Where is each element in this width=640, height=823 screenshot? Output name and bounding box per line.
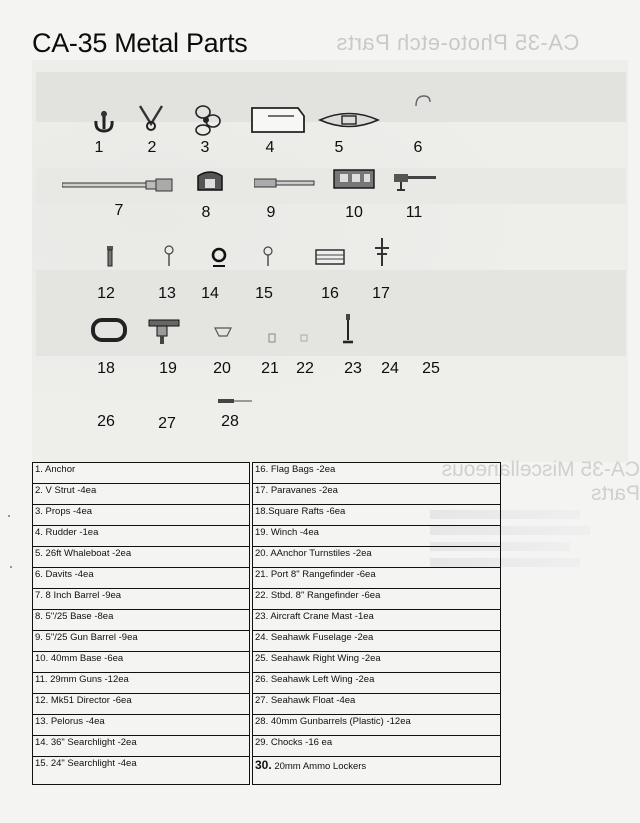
part-number-2: 2	[147, 139, 157, 156]
part-number-8: 8	[201, 204, 211, 221]
gun-icon	[392, 168, 438, 192]
parts-list-row: 11. 29mm Guns -12ea	[33, 672, 249, 693]
parts-list-row: 4. Rudder -1ea	[33, 525, 249, 546]
part-number-9: 9	[266, 204, 276, 221]
part-number-24: 24	[381, 360, 399, 377]
part-number-10: 10	[345, 204, 363, 221]
page-title: CA-35 Metal Parts	[32, 28, 248, 58]
anchor-icon	[89, 109, 119, 135]
part-number-21: 21	[261, 360, 279, 377]
rangefinder-icon	[268, 333, 276, 343]
parts-list-row	[253, 756, 500, 784]
parts-list-row: 2. V Strut -4ea	[33, 483, 249, 504]
rangefinder-icon-22	[300, 334, 308, 342]
scan-dot	[10, 566, 12, 568]
part-number-14: 14	[201, 285, 219, 302]
searchlight-icon-15	[261, 244, 275, 268]
v-strut-icon	[137, 104, 165, 134]
mount-base-icon	[332, 166, 376, 192]
part-number-17: 17	[372, 285, 390, 302]
part-number-12: 12	[97, 285, 115, 302]
part-number-20: 20	[213, 360, 231, 377]
director-icon	[104, 244, 116, 268]
part-number-23: 23	[344, 360, 362, 377]
part-number-18: 18	[97, 360, 115, 377]
parts-list-row: 7. 8 Inch Barrel -9ea	[33, 588, 249, 609]
parts-list-row: 23. Aircraft Crane Mast -1ea	[253, 609, 500, 630]
parts-list-row: 29. Chocks -16 ea	[253, 735, 500, 756]
parts-list-row: 3. Props -4ea	[33, 504, 249, 525]
parts-list-row: 5. 26ft Whaleboat -2ea	[33, 546, 249, 567]
whaleboat-icon	[318, 110, 380, 130]
raft-icon	[91, 318, 127, 342]
part-number-6: 6	[413, 139, 423, 156]
flag-bags-icon	[315, 248, 345, 266]
part-number-16: 16	[321, 285, 339, 302]
part-number-22: 22	[296, 360, 314, 377]
parts-table-left	[32, 462, 250, 785]
part-number-19: 19	[159, 360, 177, 377]
parts-list-row: 1. Anchor	[33, 462, 249, 483]
rudder-icon	[248, 104, 308, 134]
ghost-subtitle: CA-35 Miscellaneous Parts	[441, 458, 640, 505]
gun-barrel-icon-9	[254, 177, 316, 189]
parts-list-row: 21. Port 8" Rangefinder -6ea	[253, 567, 500, 588]
parts-list-row: 25. Seahawk Right Wing -2ea	[253, 651, 500, 672]
row-number: 30.	[255, 758, 272, 772]
gunbarrels-icon	[218, 398, 254, 404]
parts-list-row: 18.Square Rafts -6ea	[253, 504, 500, 525]
parts-list-row: 19. Winch -4ea	[253, 525, 500, 546]
parts-list-row: 24. Seahawk Fuselage -2ea	[253, 630, 500, 651]
parts-list-row: 13. Pelorus -4ea	[33, 714, 249, 735]
part-number-11: 11	[405, 204, 423, 221]
pelorus-icon	[163, 244, 175, 268]
parts-list-row: 9. 5"/25 Gun Barrel -9ea	[33, 630, 249, 651]
ghost-title: CA-35 Photo-etch Parts	[336, 30, 580, 55]
winch-icon	[147, 316, 183, 346]
row-text: 20mm Ammo Lockers	[271, 761, 367, 772]
parts-list-row: 6. Davits -4ea	[33, 567, 249, 588]
turnstile-icon	[213, 326, 233, 340]
parts-list-row: 20. AAnchor Turnstiles -2ea	[253, 546, 500, 567]
parts-list-row: 28. 40mm Gunbarrels (Plastic) -12ea	[253, 714, 500, 735]
part-number-15: 15	[255, 285, 273, 302]
part-number-25: 25	[422, 360, 440, 377]
part-number-4: 4	[265, 139, 275, 156]
parts-list-row: 10. 40mm Base -6ea	[33, 651, 249, 672]
crane-mast-icon	[340, 312, 356, 346]
part-number-5: 5	[334, 139, 344, 156]
parts-table-right	[252, 462, 501, 785]
parts-list-row: 17. Paravanes -2ea	[253, 483, 500, 504]
davit-icon	[414, 94, 432, 108]
parts-list-row: 27. Seahawk Float -4ea	[253, 693, 500, 714]
parts-list-row: 14. 36" Searchlight -2ea	[33, 735, 249, 756]
base-icon	[195, 168, 225, 192]
gun-barrel-icon	[62, 178, 174, 192]
propeller-icon	[193, 104, 221, 136]
part-number-1: 1	[94, 139, 104, 156]
parts-list-row: 12. Mk51 Director -6ea	[33, 693, 249, 714]
scan-dot	[8, 515, 10, 517]
parts-list-row: 8. 5"/25 Base -8ea	[33, 609, 249, 630]
part-number-28: 28	[221, 413, 239, 430]
searchlight-icon	[209, 244, 229, 268]
photo-band	[36, 270, 626, 356]
part-number-26: 26	[97, 413, 115, 430]
part-number-27: 27	[158, 415, 176, 432]
paravane-icon	[372, 236, 392, 268]
part-number-3: 3	[200, 139, 210, 156]
parts-list-row: 15. 24" Searchlight -4ea	[33, 756, 249, 784]
part-number-13: 13	[158, 285, 176, 302]
part-number-7: 7	[114, 202, 124, 219]
parts-list-row: 16. Flag Bags -2ea	[253, 462, 500, 483]
parts-list-row: 26. Seahawk Left Wing -2ea	[253, 672, 500, 693]
parts-list-row: 22. Stbd. 8" Rangefinder -6ea	[253, 588, 500, 609]
